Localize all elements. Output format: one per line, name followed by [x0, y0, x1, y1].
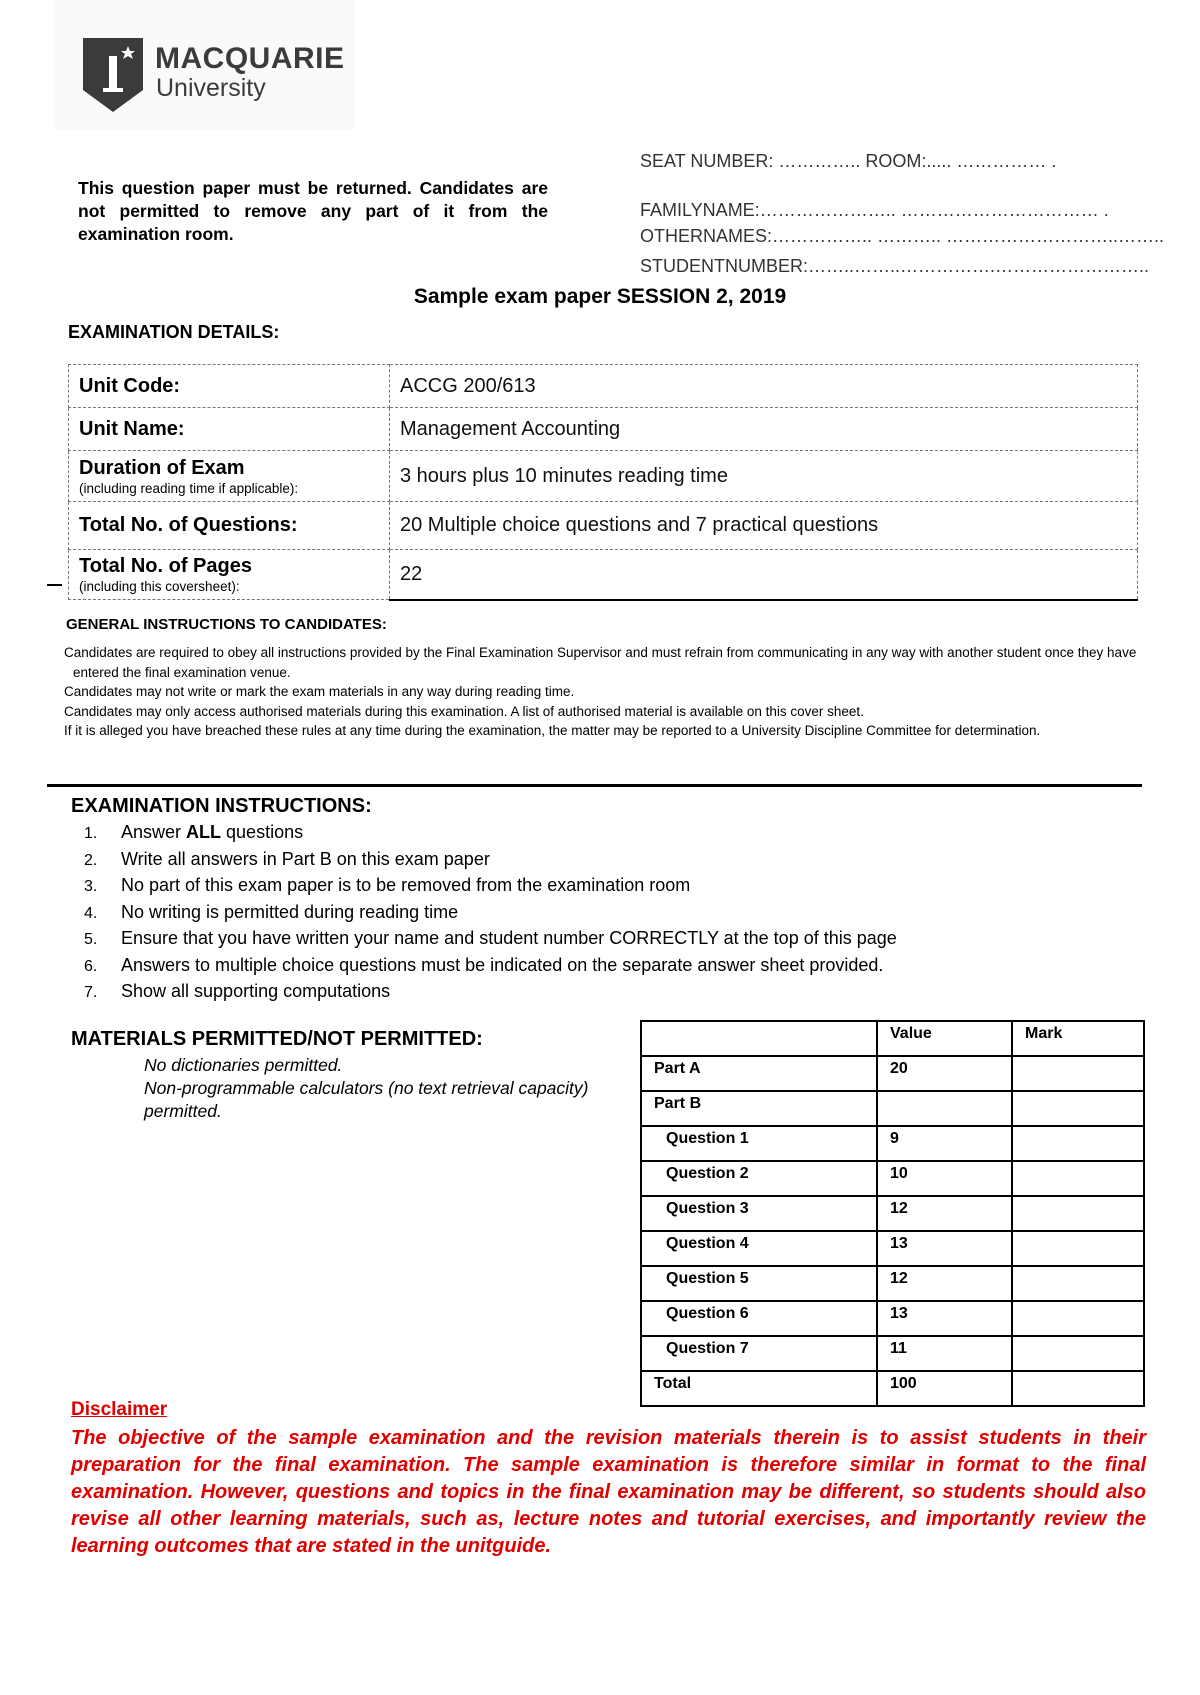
mark-cell[interactable]	[1012, 1161, 1144, 1196]
general-instruction: Candidates may not write or mark the exam materials in any way during reading time.	[64, 684, 575, 699]
part-cell: Question 3	[641, 1196, 877, 1231]
table-row	[641, 1231, 1144, 1266]
table-row	[641, 1301, 1144, 1336]
list-item: 3. No part of this exam paper is to be removed from the examination room	[84, 875, 691, 895]
general-instruction: Candidates are required to obey all instructions provided by the Final Examination Supervisor and must refrain from communicating in any way with another student once they have entered the final examination venue.	[64, 645, 1137, 680]
marks-table	[640, 1020, 1145, 1407]
part-cell: Part A	[641, 1056, 877, 1091]
value-cell: 13	[877, 1231, 1012, 1266]
mark-cell[interactable]	[1012, 1126, 1144, 1161]
part-cell: Question 2	[641, 1161, 877, 1196]
part-cell: Question 5	[641, 1266, 877, 1301]
value-cell: 9	[877, 1126, 1012, 1161]
part-cell: Question 4	[641, 1231, 877, 1266]
mark-cell[interactable]	[1012, 1301, 1144, 1336]
general-instruction: If it is alleged you have breached these rules at any time during the examination, the matter may be reported to a University Discipline Committee for determination.	[64, 723, 1041, 738]
details-row	[69, 408, 1138, 451]
details-value: 3 hours plus 10 minutes reading time	[390, 451, 1138, 502]
exam-instructions-list	[84, 820, 897, 1006]
exam-details-heading: EXAMINATION DETAILS:	[68, 322, 280, 342]
part-cell: Question 7	[641, 1336, 877, 1371]
details-sublabel: (including reading time if applicable):	[79, 480, 299, 496]
mark-cell[interactable]	[1012, 1091, 1144, 1126]
list-item: 2. Write all answers in Part B on this exam paper	[84, 848, 490, 869]
margin-mark	[47, 584, 62, 586]
details-row	[69, 550, 1138, 600]
logo-subtitle: University	[156, 74, 266, 102]
column-header: Value	[877, 1021, 1012, 1056]
details-row	[69, 502, 1138, 550]
mark-cell[interactable]	[1012, 1336, 1144, 1371]
seat-room-field[interactable]: SEAT NUMBER: ………….. ROOM:..... …………… .	[640, 151, 1057, 171]
value-cell: 100	[877, 1371, 1012, 1406]
table-row	[641, 1126, 1144, 1161]
details-label: Duration of Exam (including reading time if applicable):	[69, 451, 390, 502]
table-header-row	[641, 1021, 1144, 1056]
disclaimer-heading: Disclaimer	[71, 1399, 168, 1420]
mark-cell[interactable]	[1012, 1196, 1144, 1231]
mark-cell[interactable]	[1012, 1266, 1144, 1301]
disclaimer-text: The objective of the sample examination and the revision materials therein is to assist students in their preparation for the final examination. The sample examination is therefore similar in format to the final examination. However, questions and topics in the final examination may be different, so students should also revise all other learning materials, such as, lecture notes and tutorial exercises, and importantly review the learning outcomes that are stated in the unitguide.	[71, 1427, 1146, 1557]
materials-list	[144, 1054, 594, 1123]
general-instructions-heading: GENERAL INSTRUCTIONS TO CANDIDATES:	[66, 616, 387, 633]
material-item: No dictionaries permitted.	[144, 1055, 343, 1075]
list-item: 1. Answer ALL questions	[84, 822, 304, 842]
table-row	[641, 1266, 1144, 1301]
return-notice: This question paper must be returned. Candidates are not permitted to remove any part of it from the examination room.	[78, 178, 548, 244]
column-header	[641, 1021, 877, 1056]
table-row	[641, 1196, 1144, 1231]
general-instruction: Candidates may only access authorised materials during this examination. A list of authorised material is available on this cover sheet.	[64, 703, 864, 719]
logo-wordmark: MACQUARIE	[155, 42, 345, 75]
details-value: 20 Multiple choice questions and 7 practical questions	[390, 502, 1138, 550]
details-label: Total No. of Pages (including this coversheet):	[69, 550, 390, 600]
column-header: Mark	[1012, 1021, 1144, 1056]
value-cell: 12	[877, 1266, 1012, 1301]
materials-heading: MATERIALS PERMITTED/NOT PERMITTED:	[71, 1028, 483, 1050]
details-value: 22	[390, 550, 1138, 600]
section-divider	[47, 784, 1142, 787]
list-item: 4. No writing is permitted during reading time	[84, 901, 459, 922]
list-item: 5. Ensure that you have written your name and student number CORRECTLY at the top of this page	[84, 928, 897, 948]
table-row	[641, 1056, 1144, 1091]
mark-cell[interactable]	[1012, 1231, 1144, 1266]
details-label: Unit Code:	[69, 365, 390, 408]
page-title: Sample exam paper SESSION 2, 2019	[413, 285, 787, 308]
table-row	[641, 1371, 1144, 1406]
details-sublabel: (including this coversheet):	[79, 579, 240, 594]
general-instructions	[64, 643, 1144, 741]
part-cell: Total	[641, 1371, 877, 1406]
details-value: Management Accounting	[390, 408, 1138, 451]
exam-instructions-heading: EXAMINATION INSTRUCTIONS:	[71, 795, 372, 817]
material-item: Non-programmable calculators (no text retrieval capacity) permitted.	[144, 1078, 589, 1121]
value-cell: 10	[877, 1161, 1012, 1196]
details-row	[69, 365, 1138, 408]
table-row	[641, 1336, 1144, 1371]
value-cell: 11	[877, 1336, 1012, 1371]
value-cell	[877, 1091, 1012, 1126]
mark-cell[interactable]	[1012, 1056, 1144, 1091]
university-crest-icon	[83, 38, 143, 112]
other-names-field[interactable]: OTHERNAMES:…………….. ……….. ………………………..……..	[640, 226, 1165, 246]
value-cell: 12	[877, 1196, 1012, 1231]
student-number-field[interactable]: STUDENTNUMBER:……..……..…………….……………………..	[640, 256, 1150, 276]
details-value: ACCG 200/613	[390, 365, 1138, 408]
part-cell: Part B	[641, 1091, 877, 1126]
mark-cell[interactable]	[1012, 1371, 1144, 1406]
table-row	[641, 1091, 1144, 1126]
table-row	[641, 1161, 1144, 1196]
details-label: Total No. of Questions:	[69, 502, 390, 550]
value-cell: 20	[877, 1056, 1012, 1091]
part-cell: Question 6	[641, 1301, 877, 1336]
exam-details-table	[68, 364, 1138, 601]
part-cell: Question 1	[641, 1126, 877, 1161]
details-label: Unit Name:	[69, 408, 390, 451]
list-item: 6. Answers to multiple choice questions must be indicated on the separate answer sheet provided.	[84, 954, 884, 975]
value-cell: 13	[877, 1301, 1012, 1336]
family-name-field[interactable]: FAMILYNAME:………………….. …………………………… .	[640, 200, 1109, 220]
list-item: 7. Show all supporting computations	[84, 981, 391, 1001]
details-row	[69, 451, 1138, 502]
